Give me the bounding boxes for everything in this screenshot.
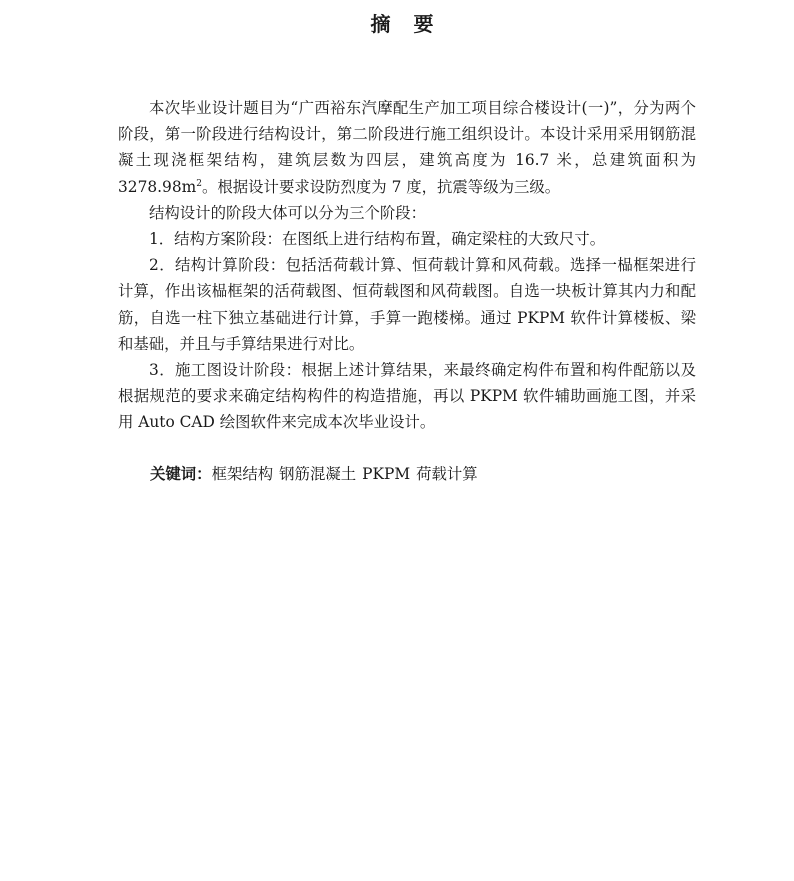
keyword-item: 钢筋混凝土 xyxy=(279,465,357,483)
intro-text: 本次毕业设计题目为“广西裕东汽摩配生产加工项目综合楼设计(一)”，分为两个阶段，第一阶段进行结构设计，第二阶段进行施工组织设计。本设计采用采用钢筋混凝土现浇框架结构，建筑层数为四层，建筑高度为 16.7 米，总建筑面积为 3278.98m xyxy=(118,99,696,196)
paragraph-intro xyxy=(118,95,696,200)
page-title: 摘 要 xyxy=(370,12,442,36)
keyword-item: 荷载计算 xyxy=(416,465,478,483)
keyword-item: PKPM xyxy=(362,465,411,483)
keywords-line xyxy=(150,461,484,487)
paragraph-stages-intro: 结构设计的阶段大体可以分为三个阶段： xyxy=(149,203,427,222)
paragraph-stage-3: 3．施工图设计阶段：根据上述计算结果，来最终确定构件布置和构件配筋以及根据规范的要求来确定结构构件的构造措施，再以 PKPM 软件辅助画施工图，并采用 Auto CAD 绘图软件来完成本次毕业设计。 xyxy=(118,361,696,432)
keywords-label: 关键词： xyxy=(150,465,212,483)
paragraph-stage-1: 1．结构方案阶段：在图纸上进行结构布置，确定梁柱的大致尺寸。 xyxy=(149,230,606,249)
superscript-squared: 2 xyxy=(196,178,202,189)
keyword-item: 框架结构 xyxy=(211,465,274,483)
paragraph-stage-2: 2．结构计算阶段：包括活荷载计算、恒荷载计算和风荷载。选择一榀框架进行计算，作出该榀框架的活荷载图、恒荷载图和风荷载图。自选一块板计算其内力和配筋，自选一柱下独立基础进行计算，手算一跑楼梯。通过 PKPM 软件计算楼板、梁和基础，并且与手算结果进行对比。 xyxy=(118,256,696,353)
abstract-body xyxy=(118,95,696,436)
intro-text-end: 。根据设计要求设防烈度为 7 度，抗震等级为三级。 xyxy=(201,177,561,196)
